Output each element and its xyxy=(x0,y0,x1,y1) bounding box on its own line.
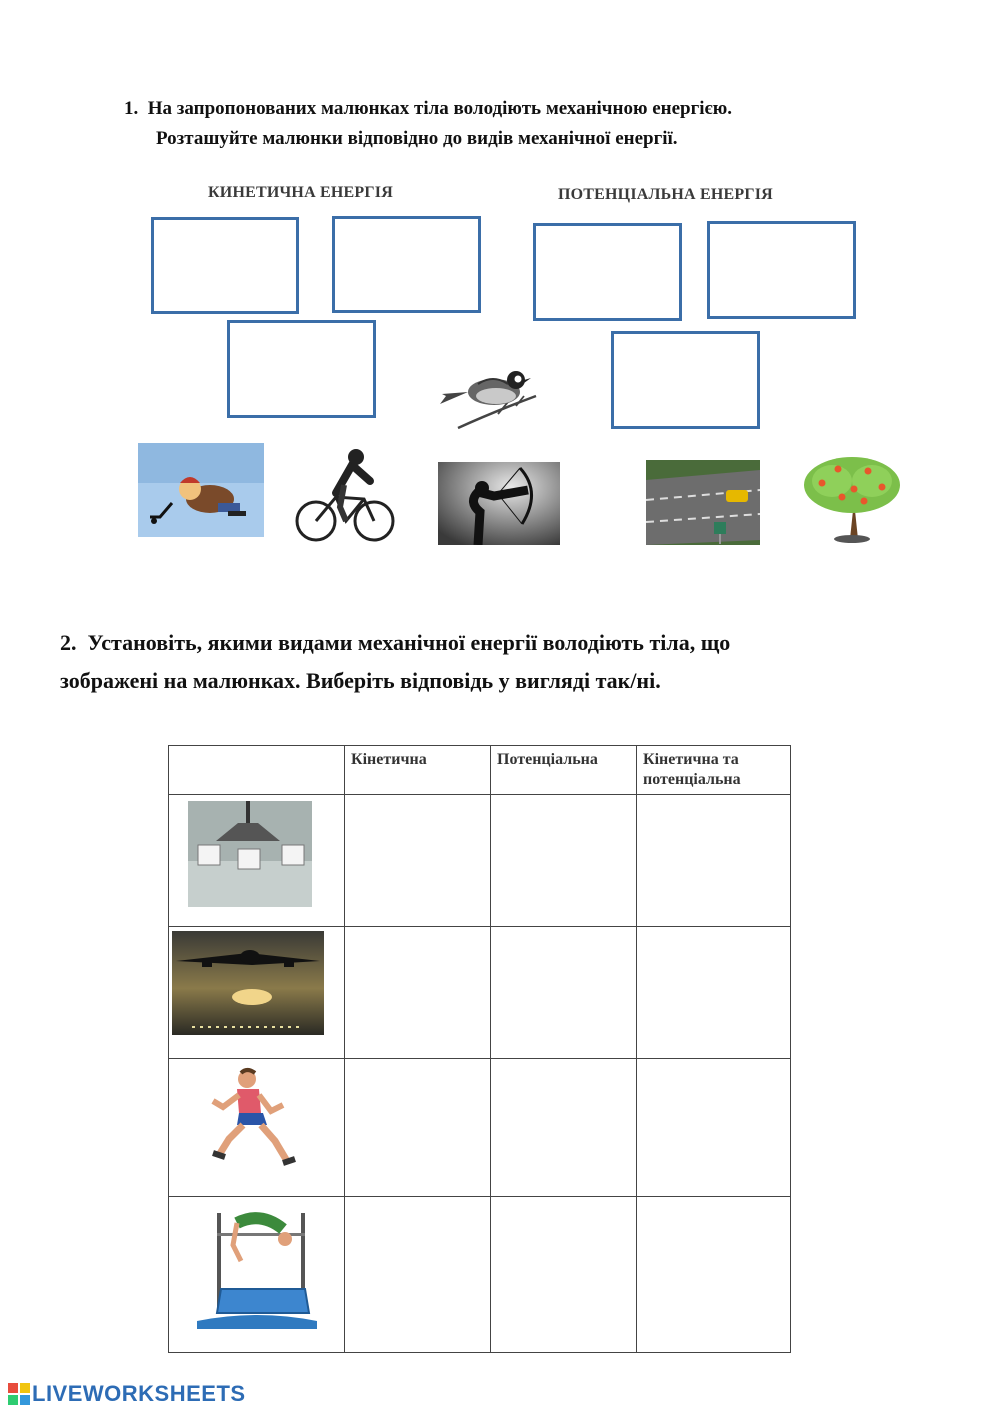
energy-table xyxy=(168,745,791,1353)
task2-instructions xyxy=(60,624,940,700)
answer-cell[interactable] xyxy=(637,927,791,1059)
potential-drop-box-2[interactable] xyxy=(707,221,856,319)
hockey-player-image[interactable] xyxy=(138,443,264,537)
potential-heading: ПОТЕНЦІАЛЬНА ЕНЕРГІЯ xyxy=(558,186,773,203)
table-header-cell-empty xyxy=(169,746,345,795)
table-image-cell xyxy=(169,927,345,1059)
task1-instructions xyxy=(124,94,924,154)
task1-line1: 1. На запропонованих малюнках тіла володіють механічною енергією. xyxy=(124,98,732,119)
fruit-tree-image[interactable] xyxy=(802,453,904,545)
liveworksheets-logo-text: LIVEWORKSHEETS xyxy=(32,1381,246,1406)
bird-on-branch-image[interactable] xyxy=(438,366,540,436)
table-image-cell xyxy=(169,795,345,927)
liveworksheets-logo xyxy=(8,1381,246,1407)
task1-line2: Розташуйте малюнки відповідно до видів механічної енергії. xyxy=(156,128,678,149)
answer-cell[interactable] xyxy=(637,1059,791,1197)
answer-cell[interactable] xyxy=(637,795,791,927)
answer-cell[interactable] xyxy=(491,795,637,927)
answer-cell[interactable] xyxy=(345,1059,491,1197)
table-row xyxy=(169,927,791,1059)
table-row xyxy=(169,1197,791,1353)
table-row xyxy=(169,795,791,927)
table-header-kinetic-and-potential: Кінетична та потенціальна xyxy=(637,746,791,795)
table-header-kinetic: Кінетична xyxy=(345,746,491,795)
task2-line2: зображені на малюнках. Виберіть відповідь у вигляді так/ні. xyxy=(60,668,661,693)
answer-cell[interactable] xyxy=(491,927,637,1059)
potential-drop-box-1[interactable] xyxy=(533,223,682,321)
answer-cell[interactable] xyxy=(345,1197,491,1353)
ceiling-lamp-image xyxy=(188,801,312,907)
cyclist-image[interactable] xyxy=(294,445,396,545)
answer-cell[interactable] xyxy=(491,1197,637,1353)
answer-cell[interactable] xyxy=(345,795,491,927)
liveworksheets-logo-icon xyxy=(8,1383,30,1405)
car-on-road-image[interactable] xyxy=(646,460,760,545)
answer-cell[interactable] xyxy=(491,1059,637,1197)
running-man-image xyxy=(209,1067,309,1167)
answer-cell[interactable] xyxy=(637,1197,791,1353)
kinetic-drop-box-2[interactable] xyxy=(332,216,481,313)
table-row xyxy=(169,1059,791,1197)
table-header-row xyxy=(169,746,791,795)
kinetic-heading: КИНЕТИЧНА ЕНЕРГІЯ xyxy=(208,184,393,201)
airplane-landing-image xyxy=(172,931,324,1035)
kinetic-drop-box-1[interactable] xyxy=(151,217,299,314)
kinetic-drop-box-3[interactable] xyxy=(227,320,376,418)
answer-cell[interactable] xyxy=(345,927,491,1059)
table-image-cell xyxy=(169,1197,345,1353)
archer-image[interactable] xyxy=(438,462,560,545)
task2-line1: 2. Установіть, якими видами механічної енергії володіють тіла, що xyxy=(60,630,731,655)
table-header-potential: Потенціальна xyxy=(491,746,637,795)
potential-drop-box-3[interactable] xyxy=(611,331,760,429)
table-image-cell xyxy=(169,1059,345,1197)
high-jumper-image xyxy=(197,1209,317,1329)
